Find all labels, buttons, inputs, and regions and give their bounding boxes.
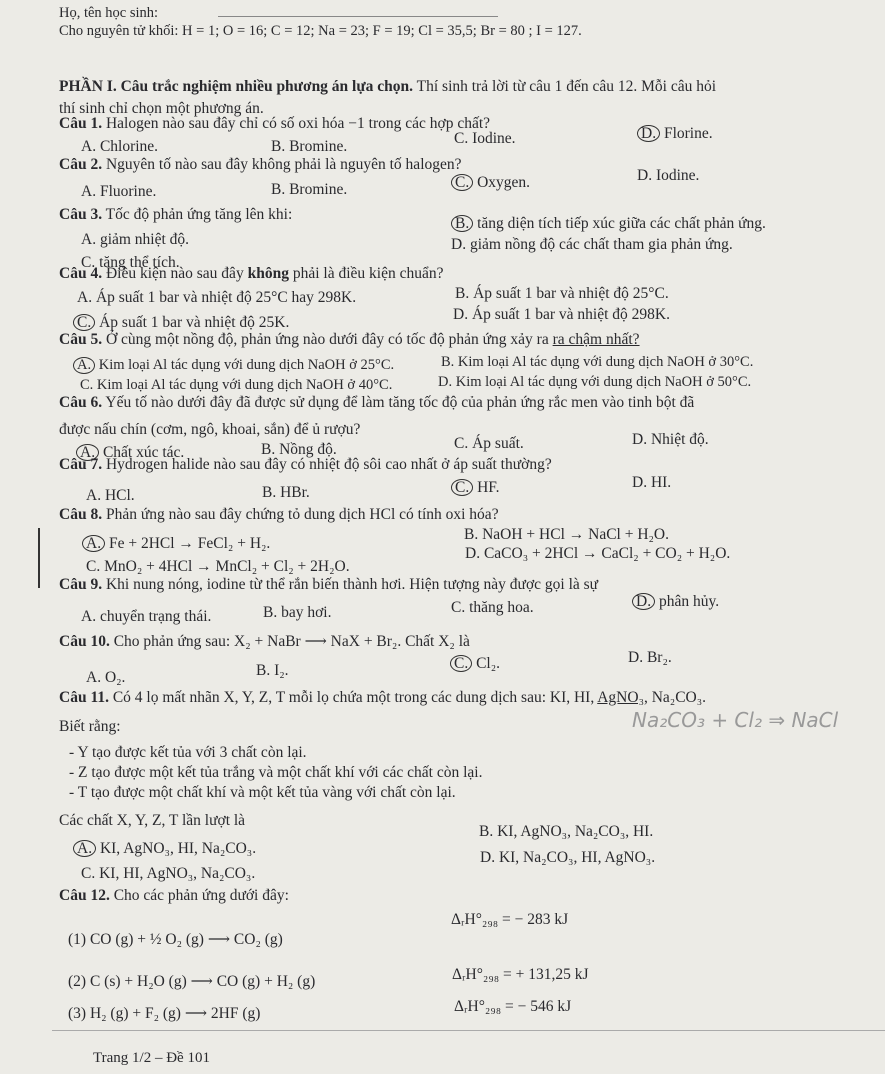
q4-option-b[interactable]: B. Áp suất 1 bar và nhiệt độ 25°C.: [455, 285, 669, 302]
question-1: Câu 1. Halogen nào sau đây chỉ có số oxi hóa −1 trong các hợp chất?: [59, 115, 491, 132]
q10-option-d[interactable]: D. Br₂.: [628, 649, 672, 666]
question-10: Câu 10. Cho phản ứng sau: X₂ + NaBr ⟶ NaX + Br₂. Chất X₂ là: [59, 633, 470, 650]
q7-option-b[interactable]: B. HBr.: [262, 484, 310, 501]
q1-option-d[interactable]: D. Florine.: [637, 124, 713, 144]
q7-option-d[interactable]: D. HI.: [632, 474, 672, 491]
q12-reaction-3: (3) H₂ (g) + F₂ (g) ⟶ 2HF (g): [68, 1005, 261, 1022]
q5-option-b[interactable]: B. Kim loại Al tác dụng với dung dịch NaOH ở 30°C.: [441, 354, 754, 370]
question-6-cont: được nấu chín (cơm, ngô, khoai, sắn) để ủ rượu?: [59, 421, 361, 438]
q11-fact-2: - Z tạo được một kết tủa trắng và một chất khí với các chất còn lại.: [69, 764, 483, 781]
q6-option-c[interactable]: C. Áp suất.: [454, 435, 524, 452]
q2-option-d[interactable]: D. Iodine.: [637, 167, 700, 184]
q12-reaction-2: (2) C (s) + H₂O (g) ⟶ CO (g) + H₂ (g): [68, 973, 316, 990]
q6-option-a[interactable]: A. Chất xúc tác.: [76, 443, 184, 463]
question-8: Câu 8. Phản ứng nào sau đây chứng tỏ dung dịch HCl có tính oxi hóa?: [59, 506, 499, 523]
q3-option-b[interactable]: B. tăng diện tích tiếp xúc giữa các chất phản ứng.: [451, 214, 766, 234]
q3-option-c[interactable]: C. tăng thể tích.: [81, 254, 180, 271]
q8-option-b[interactable]: B. NaOH + HCl → NaCl + H₂O.: [464, 526, 670, 543]
q4-option-a[interactable]: A. Áp suất 1 bar và nhiệt độ 25°C hay 298K.: [77, 289, 357, 306]
q11-option-b[interactable]: B. KI, AgNO₃, Na₂CO₃, HI.: [479, 823, 654, 840]
q11-ask: Các chất X, Y, Z, T lần lượt là: [59, 812, 246, 829]
question-11: Câu 11. Có 4 lọ mất nhãn X, Y, Z, T mỗi lọ chứa một trong các dung dịch sau: KI, HI, AgNO₃, Na₂CO₃.: [59, 689, 707, 706]
part1-instruction: thí sinh chỉ chọn một phương án.: [59, 100, 264, 117]
q11-option-c[interactable]: C. KI, HI, AgNO₃, Na₂CO₃.: [81, 865, 256, 882]
q9-option-c[interactable]: C. thăng hoa.: [451, 599, 534, 616]
q2-option-a[interactable]: A. Fluorine.: [81, 183, 157, 200]
q12-reaction-1: (1) CO (g) + ½ O₂ (g) ⟶ CO₂ (g): [68, 931, 283, 948]
q4-option-d[interactable]: D. Áp suất 1 bar và nhiệt độ 298K.: [453, 306, 670, 323]
q10-option-a[interactable]: A. O₂.: [86, 669, 126, 686]
q8-option-c[interactable]: C. MnO₂ + 4HCl → MnCl₂ + Cl₂ + 2H₂O.: [86, 558, 350, 575]
q5-option-a[interactable]: A. Kim loại Al tác dụng với dung dịch NaOH ở 25°C.: [73, 355, 394, 375]
q2-option-b[interactable]: B. Bromine.: [271, 181, 348, 198]
margin-bracket: [38, 528, 44, 588]
atomic-masses: Cho nguyên tử khối: H = 1; O = 16; C = 12; Na = 23; F = 19; Cl = 35,5; Br = 80 ; I = 127.: [59, 23, 582, 39]
q8-option-d[interactable]: D. CaCO₃ + 2HCl → CaCl₂ + CO₂ + H₂O.: [465, 545, 731, 562]
q11-option-d[interactable]: D. KI, Na₂CO₃, HI, AgNO₃.: [480, 849, 656, 866]
part1-heading: PHẦN I. Câu trắc nghiệm nhiều phương án lựa chọn. Thí sinh trả lời từ câu 1 đến câu 12. Mỗi câu hỏi: [59, 78, 717, 95]
q10-option-c[interactable]: C. Cl₂.: [450, 654, 500, 674]
student-name-label: Họ, tên học sinh:: [59, 5, 159, 21]
q6-option-d[interactable]: D. Nhiệt độ.: [632, 431, 709, 448]
question-5: Câu 5. Ở cùng một nồng độ, phản ứng nào dưới đây có tốc độ phản ứng xảy ra ra chậm nhất?: [59, 331, 640, 348]
q2-option-c[interactable]: C. Oxygen.: [451, 173, 530, 193]
question-12: Câu 12. Cho các phản ứng dưới đây:: [59, 887, 289, 904]
q11-note: Biết rằng:: [59, 718, 121, 735]
question-4: Câu 4. Điều kiện nào sau đây không phải là điều kiện chuẩn?: [59, 265, 444, 282]
q9-option-d[interactable]: D. phân hủy.: [632, 592, 719, 612]
name-blank-line: [218, 16, 498, 17]
q3-option-d[interactable]: D. giảm nồng độ các chất tham gia phản ứng.: [451, 236, 733, 253]
q9-option-b[interactable]: B. bay hơi.: [263, 604, 332, 621]
q1-option-c[interactable]: C. Iodine.: [454, 130, 516, 147]
footer-divider: [52, 1030, 885, 1031]
q5-option-d[interactable]: D. Kim loại Al tác dụng với dung dịch NaOH ở 50°C.: [438, 374, 752, 390]
q12-enthalpy-3: ΔᵣH°₂₉₈ = − 546 kJ: [454, 998, 572, 1015]
q12-enthalpy-1: ΔᵣH°₂₉₈ = − 283 kJ: [451, 911, 569, 928]
q1-option-b[interactable]: B. Bromine.: [271, 138, 348, 155]
q8-option-a[interactable]: A. Fe + 2HCl → FeCl₂ + H₂.: [82, 534, 270, 554]
q6-option-b[interactable]: B. Nồng độ.: [261, 441, 337, 458]
q11-fact-1: - Y tạo được kết tủa với 3 chất còn lại.: [69, 744, 307, 761]
q12-enthalpy-2: ΔᵣH°₂₉₈ = + 131,25 kJ: [452, 966, 589, 983]
q7-option-a[interactable]: A. HCl.: [86, 487, 135, 504]
q9-option-a[interactable]: A. chuyển trạng thái.: [81, 608, 212, 625]
page-footer: Trang 1/2 – Đề 101: [93, 1050, 210, 1066]
q5-option-c[interactable]: C. Kim loại Al tác dụng với dung dịch NaOH ở 40°C.: [80, 377, 393, 393]
q11-option-a[interactable]: A. KI, AgNO₃, HI, Na₂CO₃.: [73, 839, 256, 859]
q1-option-a[interactable]: A. Chlorine.: [81, 138, 159, 155]
question-3: Câu 3. Tốc độ phản ứng tăng lên khi:: [59, 206, 293, 223]
q3-option-a[interactable]: A. giảm nhiệt độ.: [81, 231, 190, 248]
question-6: Câu 6. Yếu tố nào dưới đây đã được sử dụng để làm tăng tốc độ của phản ứng rắc men vào tinh bột đã: [59, 394, 695, 411]
q11-fact-3: - T tạo được một chất khí và một kết tủa vàng với chất còn lại.: [69, 784, 456, 801]
question-7: Câu 7. Hydrogen halide nào sau đây có nhiệt độ sôi cao nhất ở áp suất thường?: [59, 456, 552, 473]
question-9: Câu 9. Khi nung nóng, iodine từ thể rắn biến thành hơi. Hiện tượng này được gọi là sự: [59, 576, 599, 593]
q10-option-b[interactable]: B. I₂.: [256, 662, 289, 679]
q7-option-c[interactable]: C. HF.: [451, 478, 500, 498]
q4-option-c[interactable]: C. Áp suất 1 bar và nhiệt độ 25K.: [73, 313, 289, 333]
question-2: Câu 2. Nguyên tố nào sau đây không phải là nguyên tố halogen?: [59, 156, 462, 173]
handwritten-note: Na₂CO₃ + Cl₂ ⇒ NaCl: [632, 708, 839, 732]
